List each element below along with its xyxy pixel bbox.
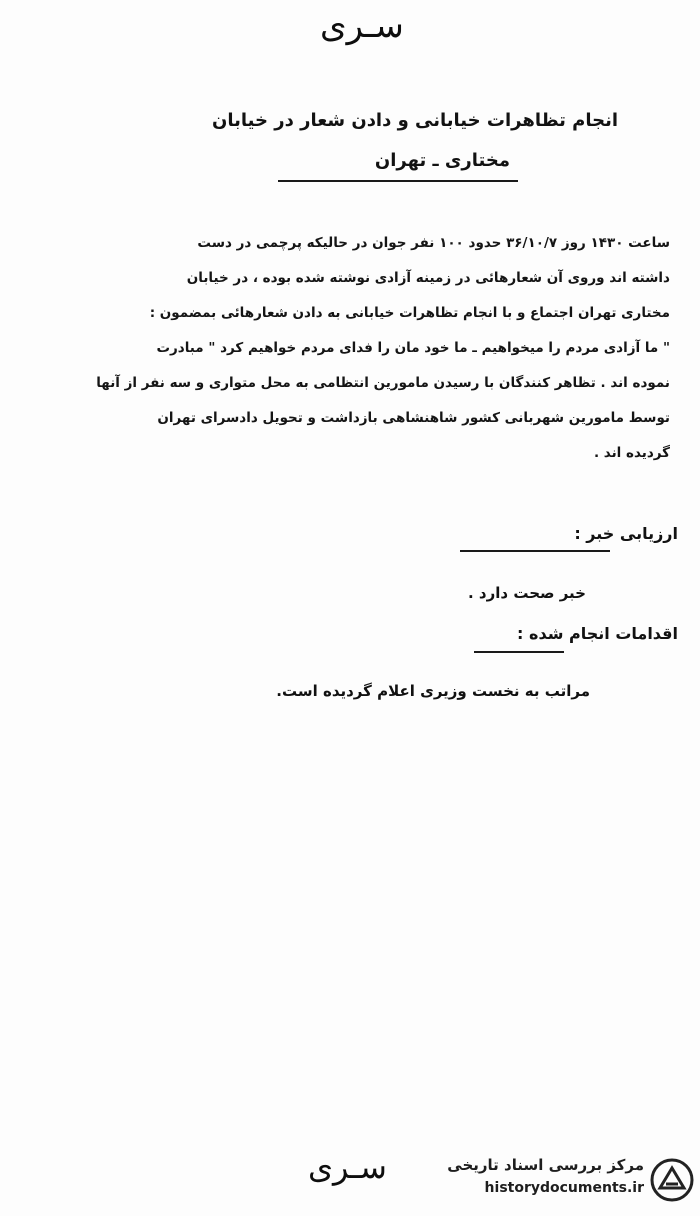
document-title: انجام تظاهرات خیابانی و دادن شعار در خیابان — [211, 110, 618, 131]
evaluation-heading: ارزیابی خبر : — [574, 524, 678, 543]
actions-value: مراتب به نخست وزیری اعلام گردیده است. — [276, 682, 590, 700]
archive-logo-icon — [650, 1158, 694, 1202]
classification-stamp-bottom: سـری — [308, 1148, 387, 1186]
evaluation-underline — [460, 550, 610, 552]
title-underline — [278, 180, 518, 182]
report-line: مختاری تهران اجتماع و با انجام تظاهرات خیابانی به دادن شعارهائی بمضمون : — [149, 305, 670, 321]
actions-underline — [474, 651, 564, 653]
report-line: گردیده اند . — [593, 445, 670, 461]
document-subtitle: مختاری ـ تهران — [374, 150, 510, 171]
watermark-name: مرکز بررسی اسناد تاریخی — [447, 1156, 644, 1174]
report-body — [25, 226, 670, 471]
actions-heading: اقدامات انجام شده : — [517, 624, 678, 643]
report-line: نموده اند . تظاهر کنندگان با رسیدن مامورین انتظامی به محل متواری و سه نفر از آنها — [96, 375, 670, 391]
report-line: داشته اند وروی آن شعارهائی در زمینه آزادی نوشته شده بوده ، در خیابان — [186, 270, 670, 286]
report-line: " ما آزادی مردم را میخواهیم ـ ما خود مان را فدای مردم خواهیم کرد " مبادرت — [156, 340, 670, 356]
report-line: توسط مامورین شهربانی کشور شاهنشاهی بازداشت و تحویل دادسرای تهران — [157, 410, 670, 426]
watermark-url: historydocuments.ir — [484, 1180, 644, 1196]
evaluation-value: خبر صحت دارد . — [468, 584, 586, 602]
report-line: ساعت ۱۴۳۰ روز ۳۶/۱۰/۷ حدود ۱۰۰ نفر جوان در حالیکه پرچمی در دست — [197, 235, 670, 251]
classification-stamp-top: سـری — [320, 6, 404, 46]
watermark — [426, 1154, 694, 1206]
